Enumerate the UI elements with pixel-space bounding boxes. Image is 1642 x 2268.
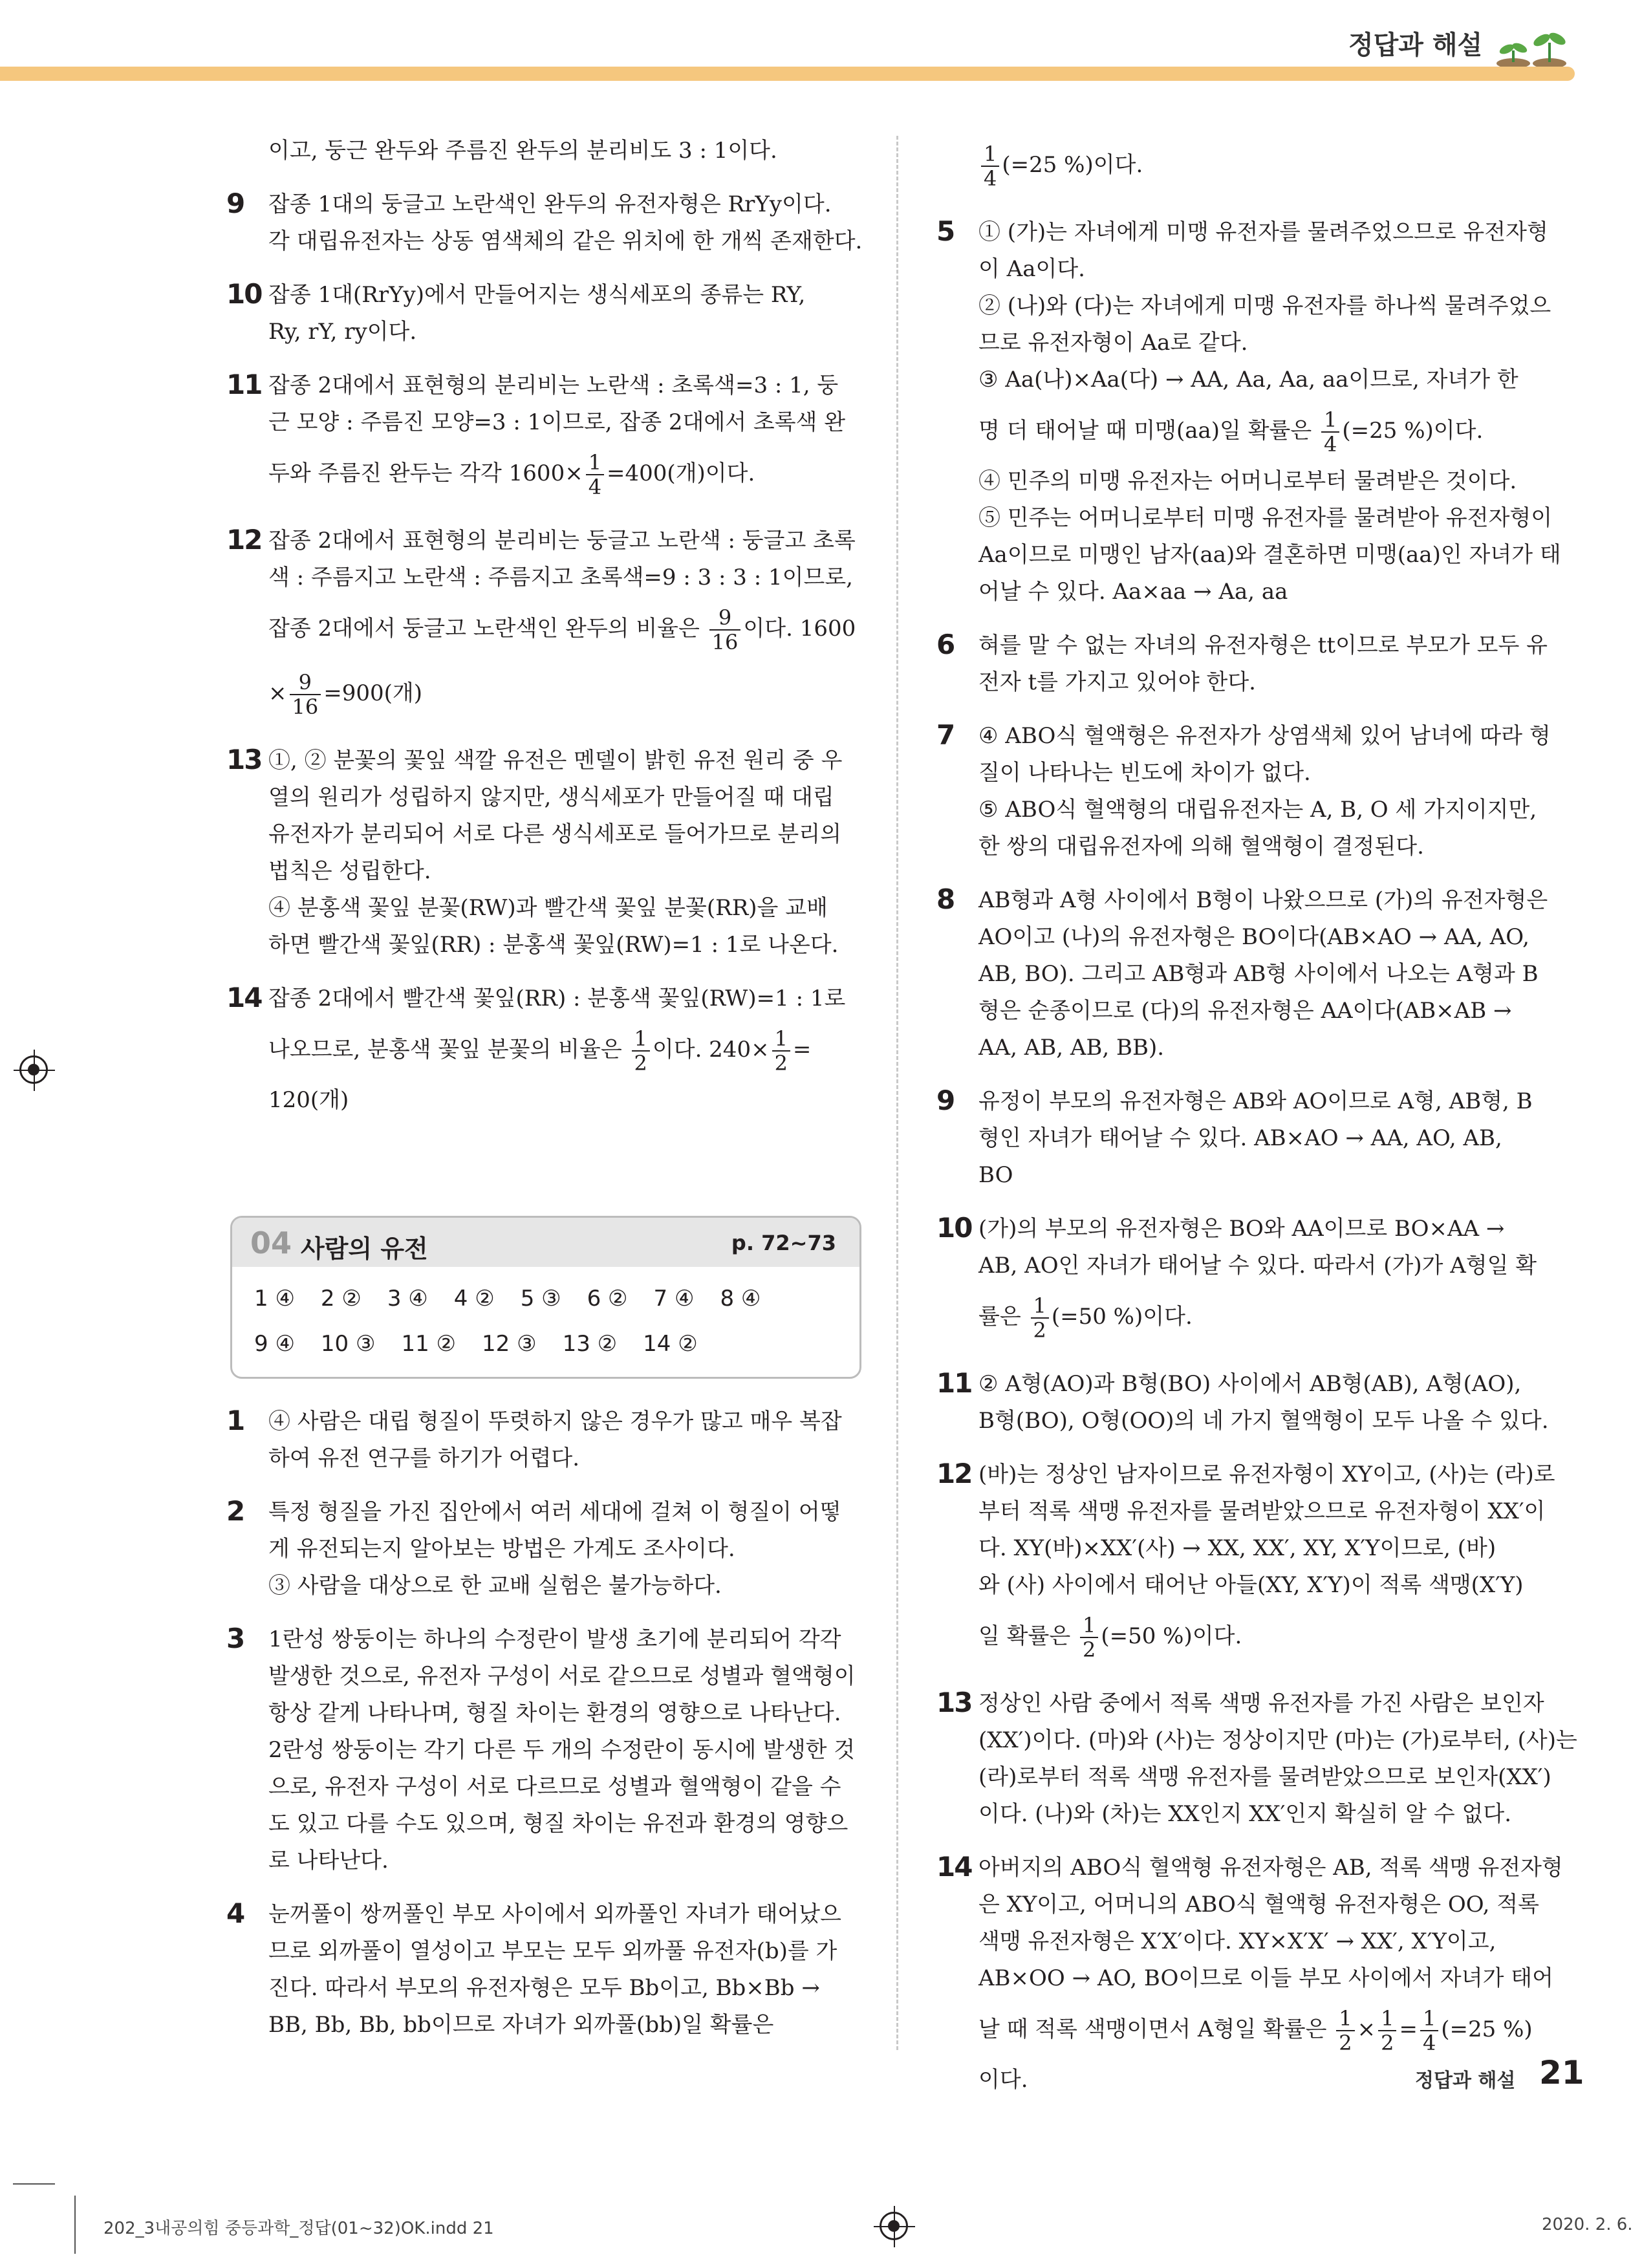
answer-item [226, 277, 863, 351]
footer-label: 정답과 해설 [1415, 2069, 1516, 2092]
fraction-numerator: 1 [774, 1026, 788, 1051]
answer-item [936, 133, 1557, 197]
item-number: 12 [936, 1458, 972, 1489]
text-line: 정상인 사람 중에서 적록 색맹 유전자를 가진 사람은 보인자 [978, 1690, 1544, 1716]
text-line: AO이고 (나)의 유전자형은 BO이다(AB×AO → AA, AO, [978, 924, 1529, 950]
registration-mark-icon [19, 1055, 48, 1084]
text-line: ④ 사람은 대립 형질이 뚜렷하지 않은 경우가 많고 매우 복잡 [268, 1409, 842, 1434]
text-line: (가)의 부모의 유전자형은 BO와 AA이므로 BO×AA → [978, 1216, 1505, 1242]
text-line: 색맹 유전자형은 X′X′이다. XY×X′X′ → XX′, X′Y이고, [978, 1928, 1496, 1954]
answer-item [936, 1456, 1557, 1669]
text-line: (라)로부터 적록 색맹 유전자를 물려받았으므로 보인자(XX′) [978, 1764, 1551, 1790]
item-number: 12 [226, 524, 262, 556]
text-line: 이 Aa이다. [978, 256, 1085, 282]
section-title: 사람의 유전 [301, 1235, 428, 1263]
answer-entry: 3 ④ [387, 1286, 428, 1312]
item-number: 11 [936, 1367, 972, 1399]
text-line: 근 모양 : 주름진 모양=3 : 1이므로, 잡종 2대에서 초록색 완 [268, 409, 846, 435]
text-line: 명 더 태어날 때 미맹(aa)일 확률은 $\frac{1}{4}$ (=25 %)이다. [978, 407, 1484, 457]
column-divider [896, 136, 898, 2050]
text-line: AB×OO → AO, BO이므로 이들 부모 사이에서 자녀가 태어 [978, 1965, 1553, 1991]
text-line: 한 쌍의 대립유전자에 의해 혈액형이 결정된다. [978, 834, 1424, 859]
text-line: 이다. [978, 2067, 1028, 2093]
fraction-denominator: 4 [1321, 431, 1339, 456]
fraction-numerator: 1 [984, 142, 997, 166]
section-pages: p. 72~73 [731, 1231, 836, 1255]
section-box [230, 1216, 861, 1379]
text-line: 잡종 1대의 둥글고 노란색인 완두의 유전자형은 RrYy이다. [268, 191, 832, 217]
text-line: BB, Bb, Bb, bb이므로 자녀가 외까풀(bb)일 확률은 [268, 2012, 774, 2038]
fraction-numerator: 1 [1324, 407, 1337, 432]
answer-item [936, 214, 1561, 610]
answer-row [254, 1321, 859, 1366]
text-line: 형인 자녀가 태어날 수 있다. AB×AO → AA, AO, AB, [978, 1125, 1502, 1151]
item-number: 11 [226, 369, 262, 400]
text-line: 열의 원리가 성립하지 않지만, 생식세포가 만들어질 때 대립 [268, 784, 834, 810]
item-number: 1 [226, 1405, 244, 1436]
text-line: 각 대립유전자는 상동 염색체의 같은 위치에 한 개씩 존재한다. [268, 228, 863, 254]
crop-mark [13, 2183, 55, 2185]
slug-divider [74, 2196, 76, 2254]
answer-item [936, 1211, 1557, 1349]
fraction [1378, 2007, 1396, 2055]
text-line: ①, ② 분꽃의 꽃잎 색깔 유전은 멘델이 밝힌 유전 원리 중 우 [268, 748, 843, 773]
sprout-icon [1493, 26, 1570, 71]
answer-item [936, 1366, 1557, 1440]
text-line: 특정 형질을 가진 집안에서 여러 세대에 걸쳐 이 형질이 어떻 [268, 1499, 841, 1525]
text-line: 나오므로, 분홍색 꽃잎 분꽃의 비율은 $\frac{1}{2}$ 이다. 240× $\frac{1}{2}$ = [268, 1026, 812, 1075]
fraction-denominator: 2 [1336, 2030, 1354, 2055]
answer-entry: 8 ④ [720, 1286, 761, 1312]
text-line: 혀를 말 수 없는 자녀의 유전자형은 tt이므로 부모가 모두 유 [978, 632, 1548, 658]
text-line: 아버지의 ABO식 혈액형 유전자형은 AB, 적록 색맹 유전자형 [978, 1855, 1563, 1881]
text-line: 이고, 둥근 완두와 주름진 완두의 분리비도 3 : 1이다. [268, 138, 777, 164]
item-number: 6 [936, 629, 955, 660]
fraction [1321, 408, 1339, 456]
item-number: 9 [936, 1085, 955, 1116]
answer-item [226, 523, 863, 726]
item-number: 7 [936, 719, 955, 751]
text-line: 부터 적록 색맹 유전자를 물려받았으므로 유전자형이 XX′이 [978, 1498, 1546, 1524]
text-line: 으로, 유전자 구성이 서로 다르므로 성별과 혈액형이 같을 수 [268, 1774, 841, 1800]
text-line: ③ Aa(나)×Aa(다) → AA, Aa, Aa, aa이므로, 자녀가 한 [978, 367, 1518, 393]
fraction-numerator: 1 [1381, 2006, 1394, 2031]
fraction-numerator: 9 [298, 670, 312, 695]
answer-entry: 6 ② [587, 1286, 628, 1312]
text-line: 120(개) [268, 1087, 349, 1113]
item-number: 10 [936, 1212, 972, 1244]
item-number: 14 [936, 1851, 972, 1883]
fraction-numerator: 1 [1339, 2006, 1352, 2031]
text-line: ④ ABO식 혈액형은 유전자가 상염색체 있어 남녀에 따라 형 [978, 723, 1551, 749]
text-line: AB형과 A형 사이에서 B형이 나왔으므로 (가)의 유전자형은 [978, 887, 1548, 913]
text-line: 잡종 2대에서 둥글고 노란색인 완두의 비율은 $\frac{9}{16}$ 이다. 1600 [268, 605, 856, 654]
text-line: 잡종 2대에서 표현형의 분리비는 노란색 : 초록색=3 : 1, 둥 [268, 373, 839, 398]
left-column [226, 133, 863, 1136]
answer-item [226, 742, 863, 964]
text-line: 어날 수 있다. Aa×aa → Aa, aa [978, 579, 1288, 605]
answer-item [936, 1083, 1557, 1194]
item-number: 13 [936, 1687, 972, 1718]
text-line: Ry, rY, ry이다. [268, 319, 417, 345]
fraction-denominator: 2 [632, 1050, 650, 1075]
fraction-denominator: 2 [1080, 1637, 1098, 1661]
fraction [1080, 1614, 1098, 1661]
answer-entry: 2 ② [320, 1286, 362, 1312]
text-line: 항상 같게 나타나며, 형질 차이는 환경의 영향으로 나타난다. [268, 1700, 841, 1726]
answer-item [936, 1685, 1577, 1833]
text-line: ② (나)와 (다)는 자녀에게 미맹 유전자를 하나씩 물려주었으 [978, 293, 1551, 319]
text-line: B형(BO), O형(OO)의 네 가지 혈액형이 모두 나올 수 있다. [978, 1408, 1549, 1434]
section-number: 04 [250, 1226, 292, 1260]
text-line: 일 확률은 $\frac{1}{2}$ (=50 %)이다. [978, 1613, 1242, 1662]
text-line: 날 때 적록 색맹이면서 A형일 확률은 $\frac{1}{2}$ × $\frac{1}{2}$ = $\frac{1}{4}$ (=25 %) [978, 2006, 1533, 2055]
text-line: ④ 분홍색 꽃잎 분꽃(RW)과 빨간색 꽃잎 분꽃(RR)을 교배 [268, 895, 828, 921]
header-bar [0, 67, 1575, 81]
answer-item [226, 1621, 863, 1879]
text-line: 눈꺼풀이 쌍꺼풀인 부모 사이에서 외까풀인 자녀가 태어났으 [268, 1901, 841, 1927]
text-line: 잡종 2대에서 표현형의 분리비는 둥글고 노란색 : 둥글고 초록 [268, 528, 856, 554]
fraction-denominator: 4 [586, 474, 604, 499]
text-line: (XX′)이다. (마)와 (사)는 정상이지만 (마)는 (가)로부터, (사)는 [978, 1727, 1577, 1753]
text-line: 므로 외까풀이 열성이고 부모는 모두 외까풀 유전자(b)를 가 [268, 1938, 837, 1964]
text-line: 도 있고 다를 수도 있으며, 형질 차이는 유전과 환경의 영향으 [268, 1811, 848, 1837]
answer-entry: 1 ④ [254, 1286, 295, 1312]
fraction-numerator: 1 [1083, 1613, 1096, 1637]
text-line: ⑤ ABO식 혈액형의 대립유전자는 A, B, O 세 가지이지만, [978, 797, 1537, 823]
text-line: 므로 유전자형이 Aa로 같다. [978, 330, 1248, 356]
text-line: 형은 순종이므로 (다)의 유전자형은 AA이다(AB×AB → [978, 998, 1512, 1024]
fraction-numerator: 1 [634, 1026, 647, 1051]
section-header [232, 1218, 859, 1267]
answer-item [226, 133, 863, 169]
fraction-numerator: 1 [588, 450, 602, 475]
fraction-numerator: 1 [1422, 2006, 1436, 2031]
fraction-denominator: 4 [981, 166, 999, 190]
text-line: $\frac{1}{4}$ (=25 %)이다. [978, 133, 1557, 197]
answer-entry: 7 ④ [653, 1286, 695, 1312]
answer-item [936, 627, 1557, 701]
text-line: 하여 유전 연구를 하기가 어렵다. [268, 1445, 580, 1471]
text-line: 이다. (나)와 (차)는 XX인지 XX′인지 확실히 알 수 없다. [978, 1801, 1512, 1827]
text-line: ④ 민주의 미맹 유전자는 어머니로부터 물려받은 것이다. [978, 468, 1517, 494]
fraction [981, 142, 999, 190]
fraction-denominator: 16 [290, 694, 321, 718]
text-line: AA, AB, AB, BB). [978, 1035, 1165, 1061]
text-line: 진다. 따라서 부모의 유전자형은 모두 Bb이고, Bb×Bb → [268, 1975, 820, 2001]
slug-filename: 202_3내공의힘 중등과학_정답(01~32)OK.indd 21 [103, 2219, 494, 2238]
answer-entry: 14 ② [643, 1331, 698, 1357]
header-title: 정답과 해설 [1348, 30, 1483, 60]
text-line: ② A형(AO)과 B형(BO) 사이에서 AB형(AB), A형(AO), [978, 1371, 1522, 1397]
slug-date: 2020. 2. 6. [1542, 2215, 1633, 2234]
text-line: 잡종 2대에서 빨간색 꽃잎(RR) : 분홍색 꽃잎(RW)=1 : 1로 [268, 986, 846, 1011]
fraction [586, 451, 604, 499]
text-line: 2란성 쌍둥이는 각기 다른 두 개의 수정란이 동시에 발생한 것 [268, 1737, 856, 1763]
item-number: 9 [226, 188, 244, 219]
answer-entry: 9 ④ [254, 1331, 295, 1357]
text-line: 색 : 주름지고 노란색 : 주름지고 초록색=9 : 3 : 3 : 1이므로, [268, 565, 853, 590]
left-column-lower [226, 1403, 863, 2060]
text-line: 전자 t를 가지고 있어야 한다. [978, 669, 1256, 695]
fraction [1420, 2007, 1438, 2055]
text-line: 은 XY이고, 어머니의 ABO식 혈액형 유전자형은 OO, 적록 [978, 1892, 1539, 1917]
answer-entry: 13 ② [562, 1331, 618, 1357]
text-line: 유전자가 분리되어 서로 다른 생식세포로 들어가므로 분리의 [268, 821, 841, 847]
answer-row [254, 1276, 859, 1321]
fraction-denominator: 2 [1031, 1317, 1049, 1342]
text-line: 잡종 1대(RrYy)에서 만들어지는 생식세포의 종류는 RY, [268, 282, 806, 308]
answer-entry: 10 ③ [320, 1331, 376, 1357]
fraction [1031, 1294, 1049, 1342]
item-number: 14 [226, 982, 262, 1013]
text-line: 하면 빨간색 꽃잎(RR) : 분홍색 꽃잎(RW)=1 : 1로 나온다. [268, 932, 839, 958]
text-line: 게 유전되는지 알아보는 방법은 가계도 조사이다. [268, 1536, 735, 1562]
answer-key [232, 1267, 859, 1366]
fraction-denominator: 2 [1378, 2030, 1396, 2055]
answer-item [936, 882, 1557, 1066]
text-line: 두와 주름진 완두는 각각 1600× $\frac{1}{4}$ =400(개)이다. [268, 450, 755, 499]
text-line: AB, AO인 자녀가 태어날 수 있다. 따라서 (가)가 A형일 확 [978, 1253, 1537, 1279]
answer-entry: 4 ② [453, 1286, 495, 1312]
text-line: (바)는 정상인 남자이므로 유전자형이 XY이고, (사)는 (라)로 [978, 1462, 1555, 1487]
item-number: 10 [226, 278, 262, 310]
text-line: 1란성 쌍둥이는 하나의 수정란이 발생 초기에 분리되어 각각 [268, 1626, 841, 1652]
item-number: 3 [226, 1623, 244, 1654]
item-number: 5 [936, 215, 955, 247]
text-line: 다. XY(바)×XX′(사) → XX, XX′, XY, X′Y이므로, (바) [978, 1535, 1496, 1561]
fraction-denominator: 4 [1420, 2030, 1438, 2055]
fraction [290, 671, 321, 718]
answer-item [226, 980, 863, 1119]
fraction [1336, 2007, 1354, 2055]
text-line: 유정이 부모의 유전자형은 AB와 AO이므로 A형, AB형, B [978, 1088, 1533, 1114]
answer-item [226, 1896, 863, 2044]
text-line: BO [978, 1162, 1013, 1188]
text-line: ① (가)는 자녀에게 미맹 유전자를 물려주었으므로 유전자형 [978, 219, 1548, 245]
text-line: AB, BO). 그리고 AB형과 AB형 사이에서 나오는 A형과 B [978, 961, 1539, 987]
answer-entry: 12 ③ [482, 1331, 537, 1357]
fraction-numerator: 9 [718, 605, 732, 630]
answer-entry: 5 ③ [520, 1286, 561, 1312]
fraction [632, 1027, 650, 1075]
registration-mark-icon [880, 2212, 908, 2240]
item-number: 4 [226, 1897, 244, 1929]
fraction-denominator: 2 [772, 1050, 790, 1075]
answer-item [226, 186, 863, 260]
text-line: × $\frac{9}{16}$ =900(개) [268, 670, 422, 719]
text-line: ③ 사람을 대상으로 한 교배 실험은 불가능하다. [268, 1573, 722, 1599]
fraction [709, 606, 741, 654]
text-line: 와 (사) 사이에서 태어난 아들(XY, X′Y)이 적록 색맹(X′Y) [978, 1572, 1524, 1598]
item-number: 13 [226, 744, 262, 775]
answer-item [226, 1494, 863, 1604]
item-number: 8 [936, 883, 955, 915]
fraction [772, 1027, 790, 1075]
text-line: 질이 나타나는 빈도에 차이가 없다. [978, 760, 1311, 786]
text-line: Aa이므로 미맹인 남자(aa)와 결혼하면 미맹(aa)인 자녀가 태 [978, 542, 1561, 568]
item-number: 2 [226, 1495, 244, 1527]
fraction-denominator: 16 [709, 629, 741, 654]
text-line: 로 나타난다. [268, 1848, 389, 1874]
answer-item [226, 367, 863, 506]
answer-item [226, 1403, 863, 1477]
answer-item [936, 718, 1557, 865]
text-line: 법칙은 성립한다. [268, 858, 431, 884]
text-line: 발생한 것으로, 유전자 구성이 서로 같으므로 성별과 혈액형이 [268, 1663, 856, 1689]
answer-entry: 11 ② [401, 1331, 457, 1357]
page-number: 21 [1539, 2054, 1584, 2091]
text-line: ⑤ 민주는 어머니로부터 미맹 유전자를 물려받아 유전자형이 [978, 505, 1553, 531]
fraction-numerator: 1 [1033, 1293, 1046, 1318]
text-line: 률은 $\frac{1}{2}$ (=50 %)이다. [978, 1293, 1193, 1343]
